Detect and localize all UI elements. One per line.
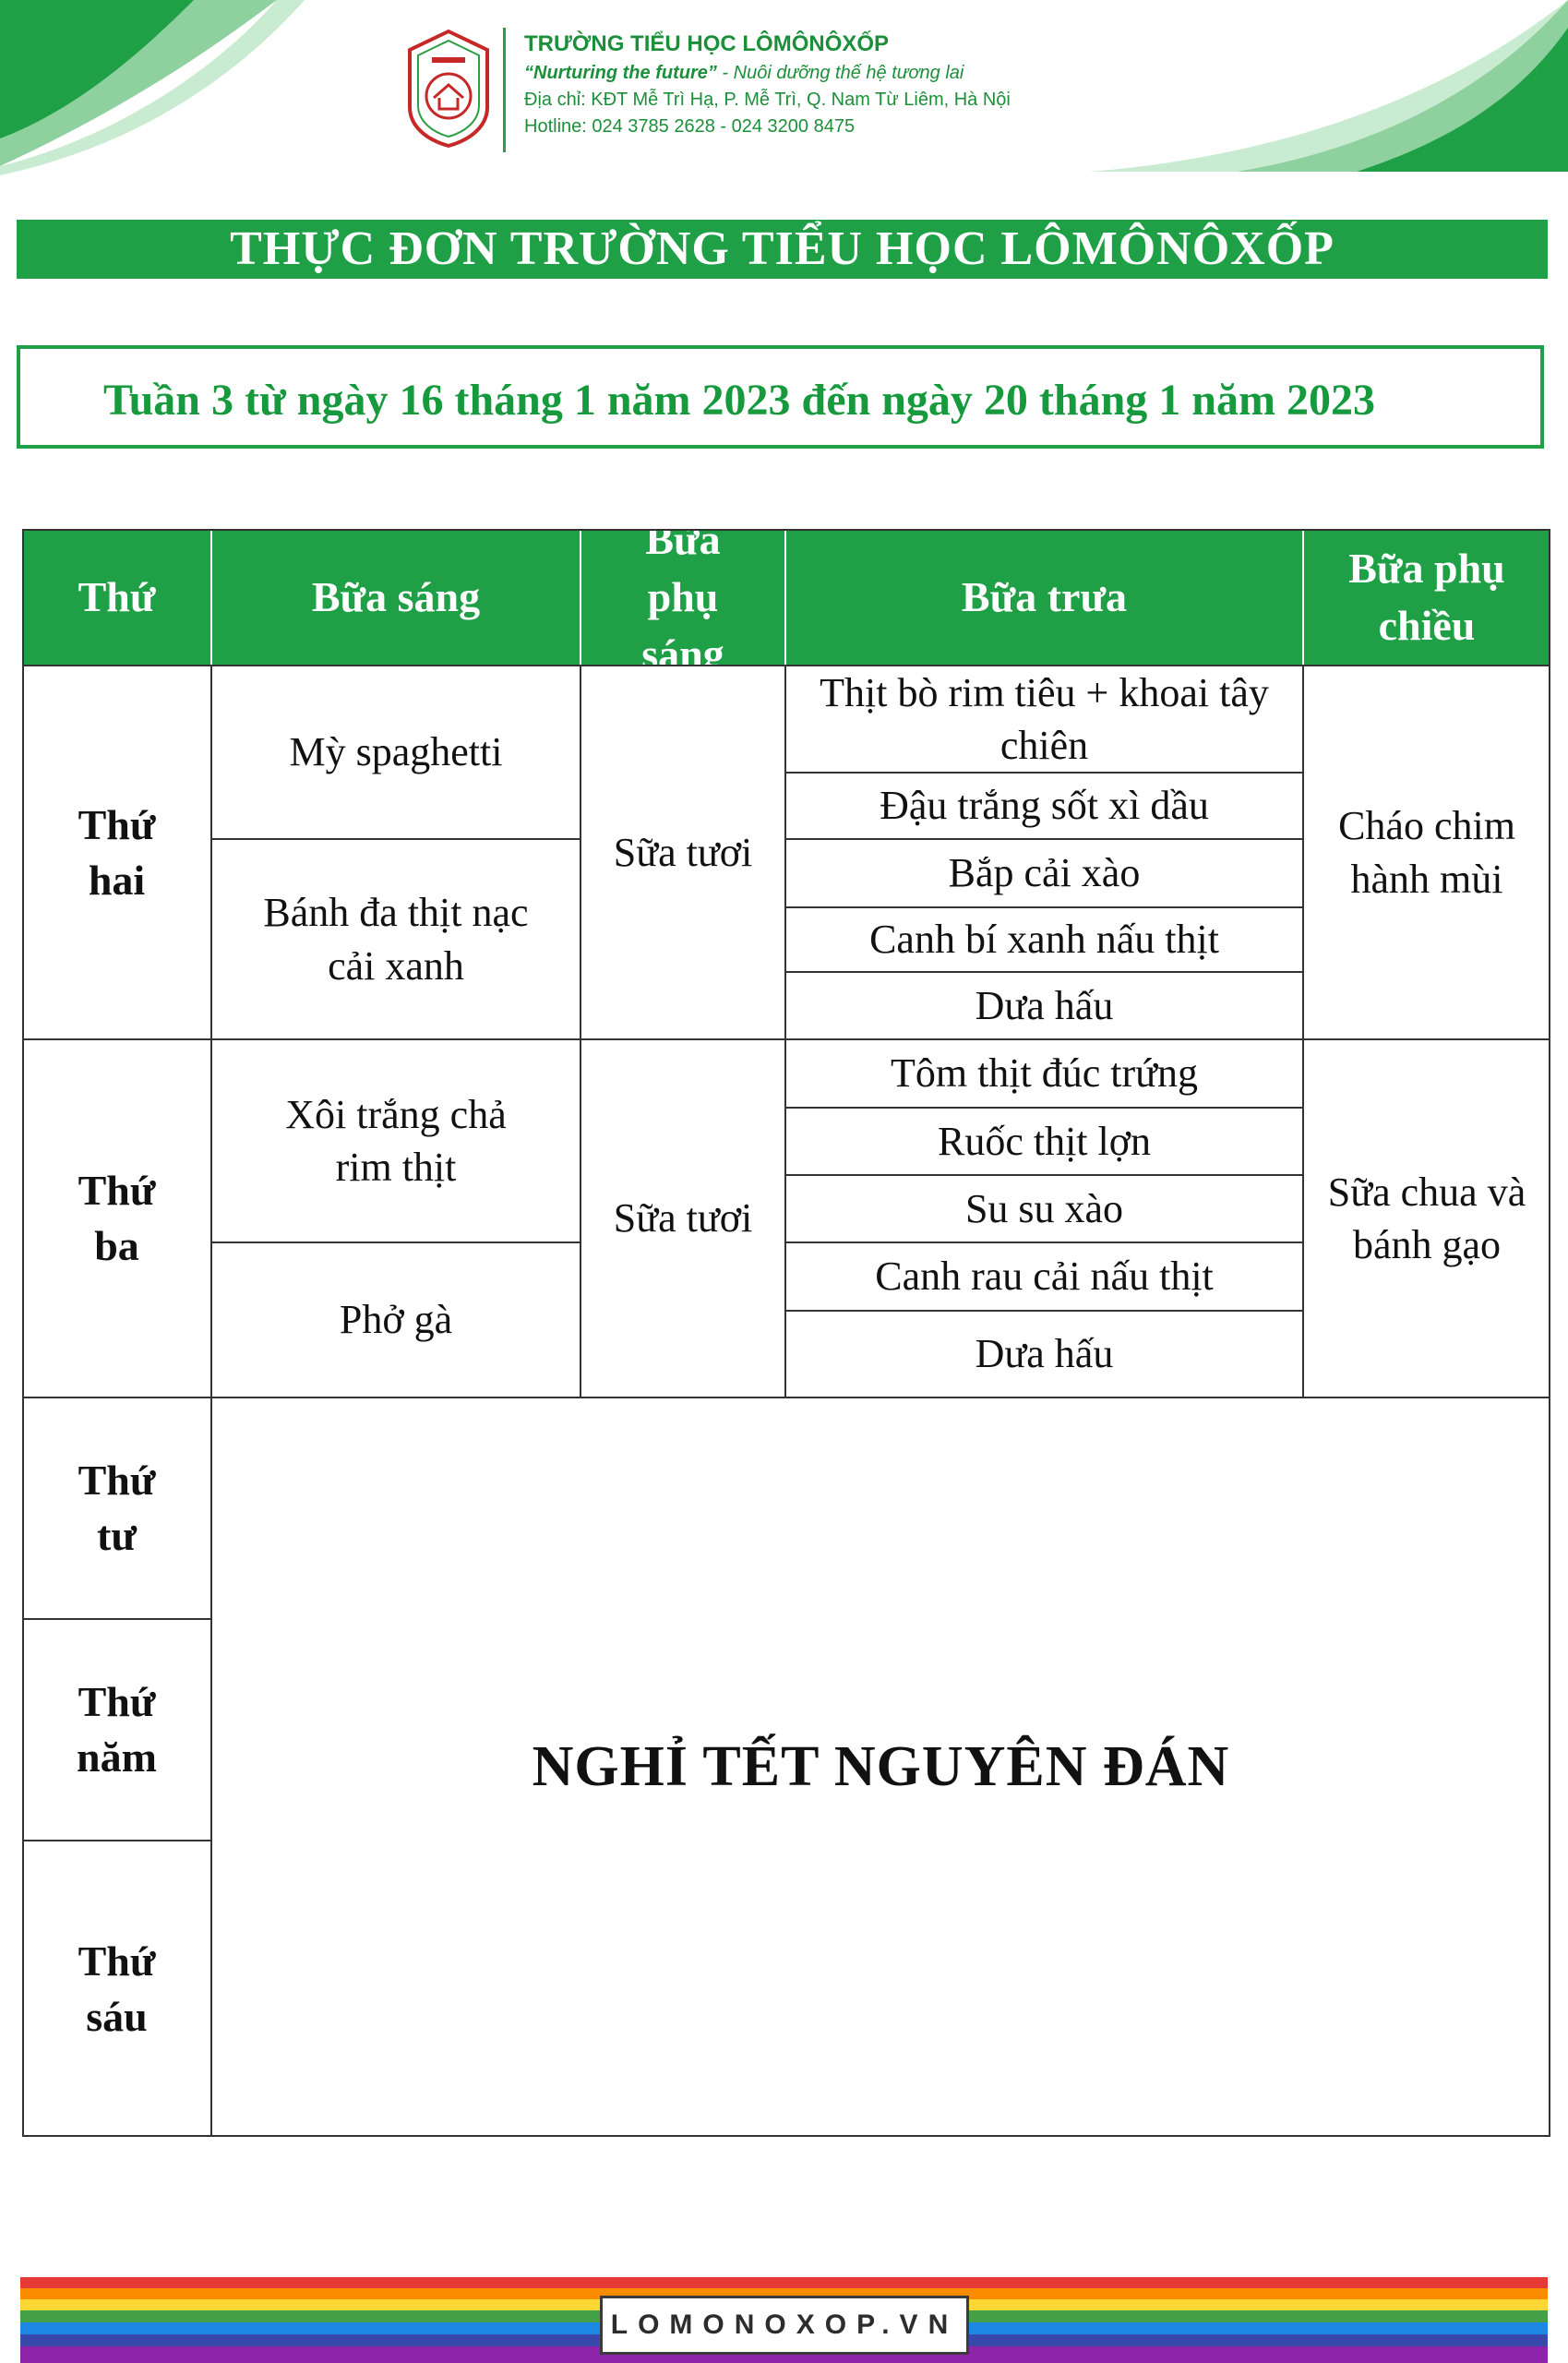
day-thursday: Thứ năm xyxy=(77,1678,157,1781)
day-friday: Thứ sáu xyxy=(78,1937,156,2040)
header-lunch: Bữa trưa xyxy=(785,529,1303,666)
school-logo-icon xyxy=(406,30,491,148)
tuesday-breakfast-1: Xôi trắng chả rim thịt xyxy=(285,1091,507,1190)
tuesday-morning-snack: Sữa tươi xyxy=(613,1195,753,1241)
header-breakfast: Bữa sáng xyxy=(211,529,581,666)
monday-lunch-4: Canh bí xanh nấu thịt xyxy=(869,917,1219,963)
tuesday-lunch-3: Su su xào xyxy=(964,1185,1124,1231)
school-info xyxy=(503,28,1096,152)
tuesday-lunch-5: Dưa hấu xyxy=(975,1331,1114,1377)
header-morning-snack: Bữa phụ sáng xyxy=(581,529,785,666)
website-label[interactable]: LOMONOXOP.VN xyxy=(600,2296,969,2355)
page-header xyxy=(0,0,1568,175)
header-afternoon-snack: Bữa phụ chiều xyxy=(1303,529,1550,666)
holiday-notice: NGHỈ TẾT NGUYÊN ĐÁN xyxy=(532,1735,1230,1799)
monday-breakfast-2: Bánh đa thịt nạc cải xanh xyxy=(263,890,529,989)
week-box xyxy=(17,345,1544,449)
school-name: TRƯỜNG TIỂU HỌC LÔMÔNÔXỐP xyxy=(524,31,890,56)
monday-lunch-2: Đậu trắng sốt xì dầu xyxy=(880,783,1209,829)
week-range: Tuần 3 từ ngày 16 tháng 1 năm 2023 đến ngày 20 tháng 1 năm 2023 xyxy=(103,376,1375,425)
menu-table xyxy=(22,515,1550,2137)
monday-morning-snack: Sữa tươi xyxy=(613,829,753,875)
day-wednesday: Thứ tư xyxy=(78,1457,156,1559)
tuesday-lunch-2: Ruốc thịt lợn xyxy=(937,1118,1152,1164)
slogan-english: “Nurturing the future” xyxy=(524,63,717,83)
day-tuesday: Thứ ba xyxy=(78,1167,156,1269)
day-monday: Thứ hai xyxy=(78,800,156,904)
page-title: THỰC ĐƠN TRƯỜNG TIỂU HỌC LÔMÔNÔXỐP xyxy=(17,220,1548,279)
slogan-vietnamese: - Nuôi dưỡng thế hệ tương lai xyxy=(716,63,964,83)
monday-lunch-1: Thịt bò rim tiêu + khoai tây chiên xyxy=(820,669,1269,768)
tuesday-lunch-1: Tôm thịt đúc trứng xyxy=(890,1050,1199,1097)
footer-stripe-red xyxy=(20,2277,1548,2288)
school-slogan xyxy=(524,63,1096,84)
table-grid xyxy=(22,529,1550,2137)
monday-breakfast-1: Mỳ spaghetti xyxy=(289,729,503,775)
tuesday-afternoon-snack: Sữa chua và bánh gạo xyxy=(1327,1169,1526,1267)
monday-afternoon-snack: Cháo chim hành mùi xyxy=(1338,803,1515,902)
school-hotline: Hotline: 024 3785 2628 - 024 3200 8475 xyxy=(524,116,856,137)
tuesday-breakfast-2: Phở gà xyxy=(339,1297,453,1343)
monday-lunch-5: Dưa hấu xyxy=(975,982,1114,1028)
page-footer xyxy=(20,2277,1548,2363)
school-address: Địa chỉ: KĐT Mễ Trì Hạ, P. Mễ Trì, Q. Nam Từ Liêm, Hà Nội xyxy=(524,90,1011,110)
tuesday-lunch-4: Canh rau cải nấu thịt xyxy=(875,1253,1214,1300)
monday-lunch-3: Bắp cải xào xyxy=(948,850,1141,896)
header-day: Thứ xyxy=(22,529,211,666)
